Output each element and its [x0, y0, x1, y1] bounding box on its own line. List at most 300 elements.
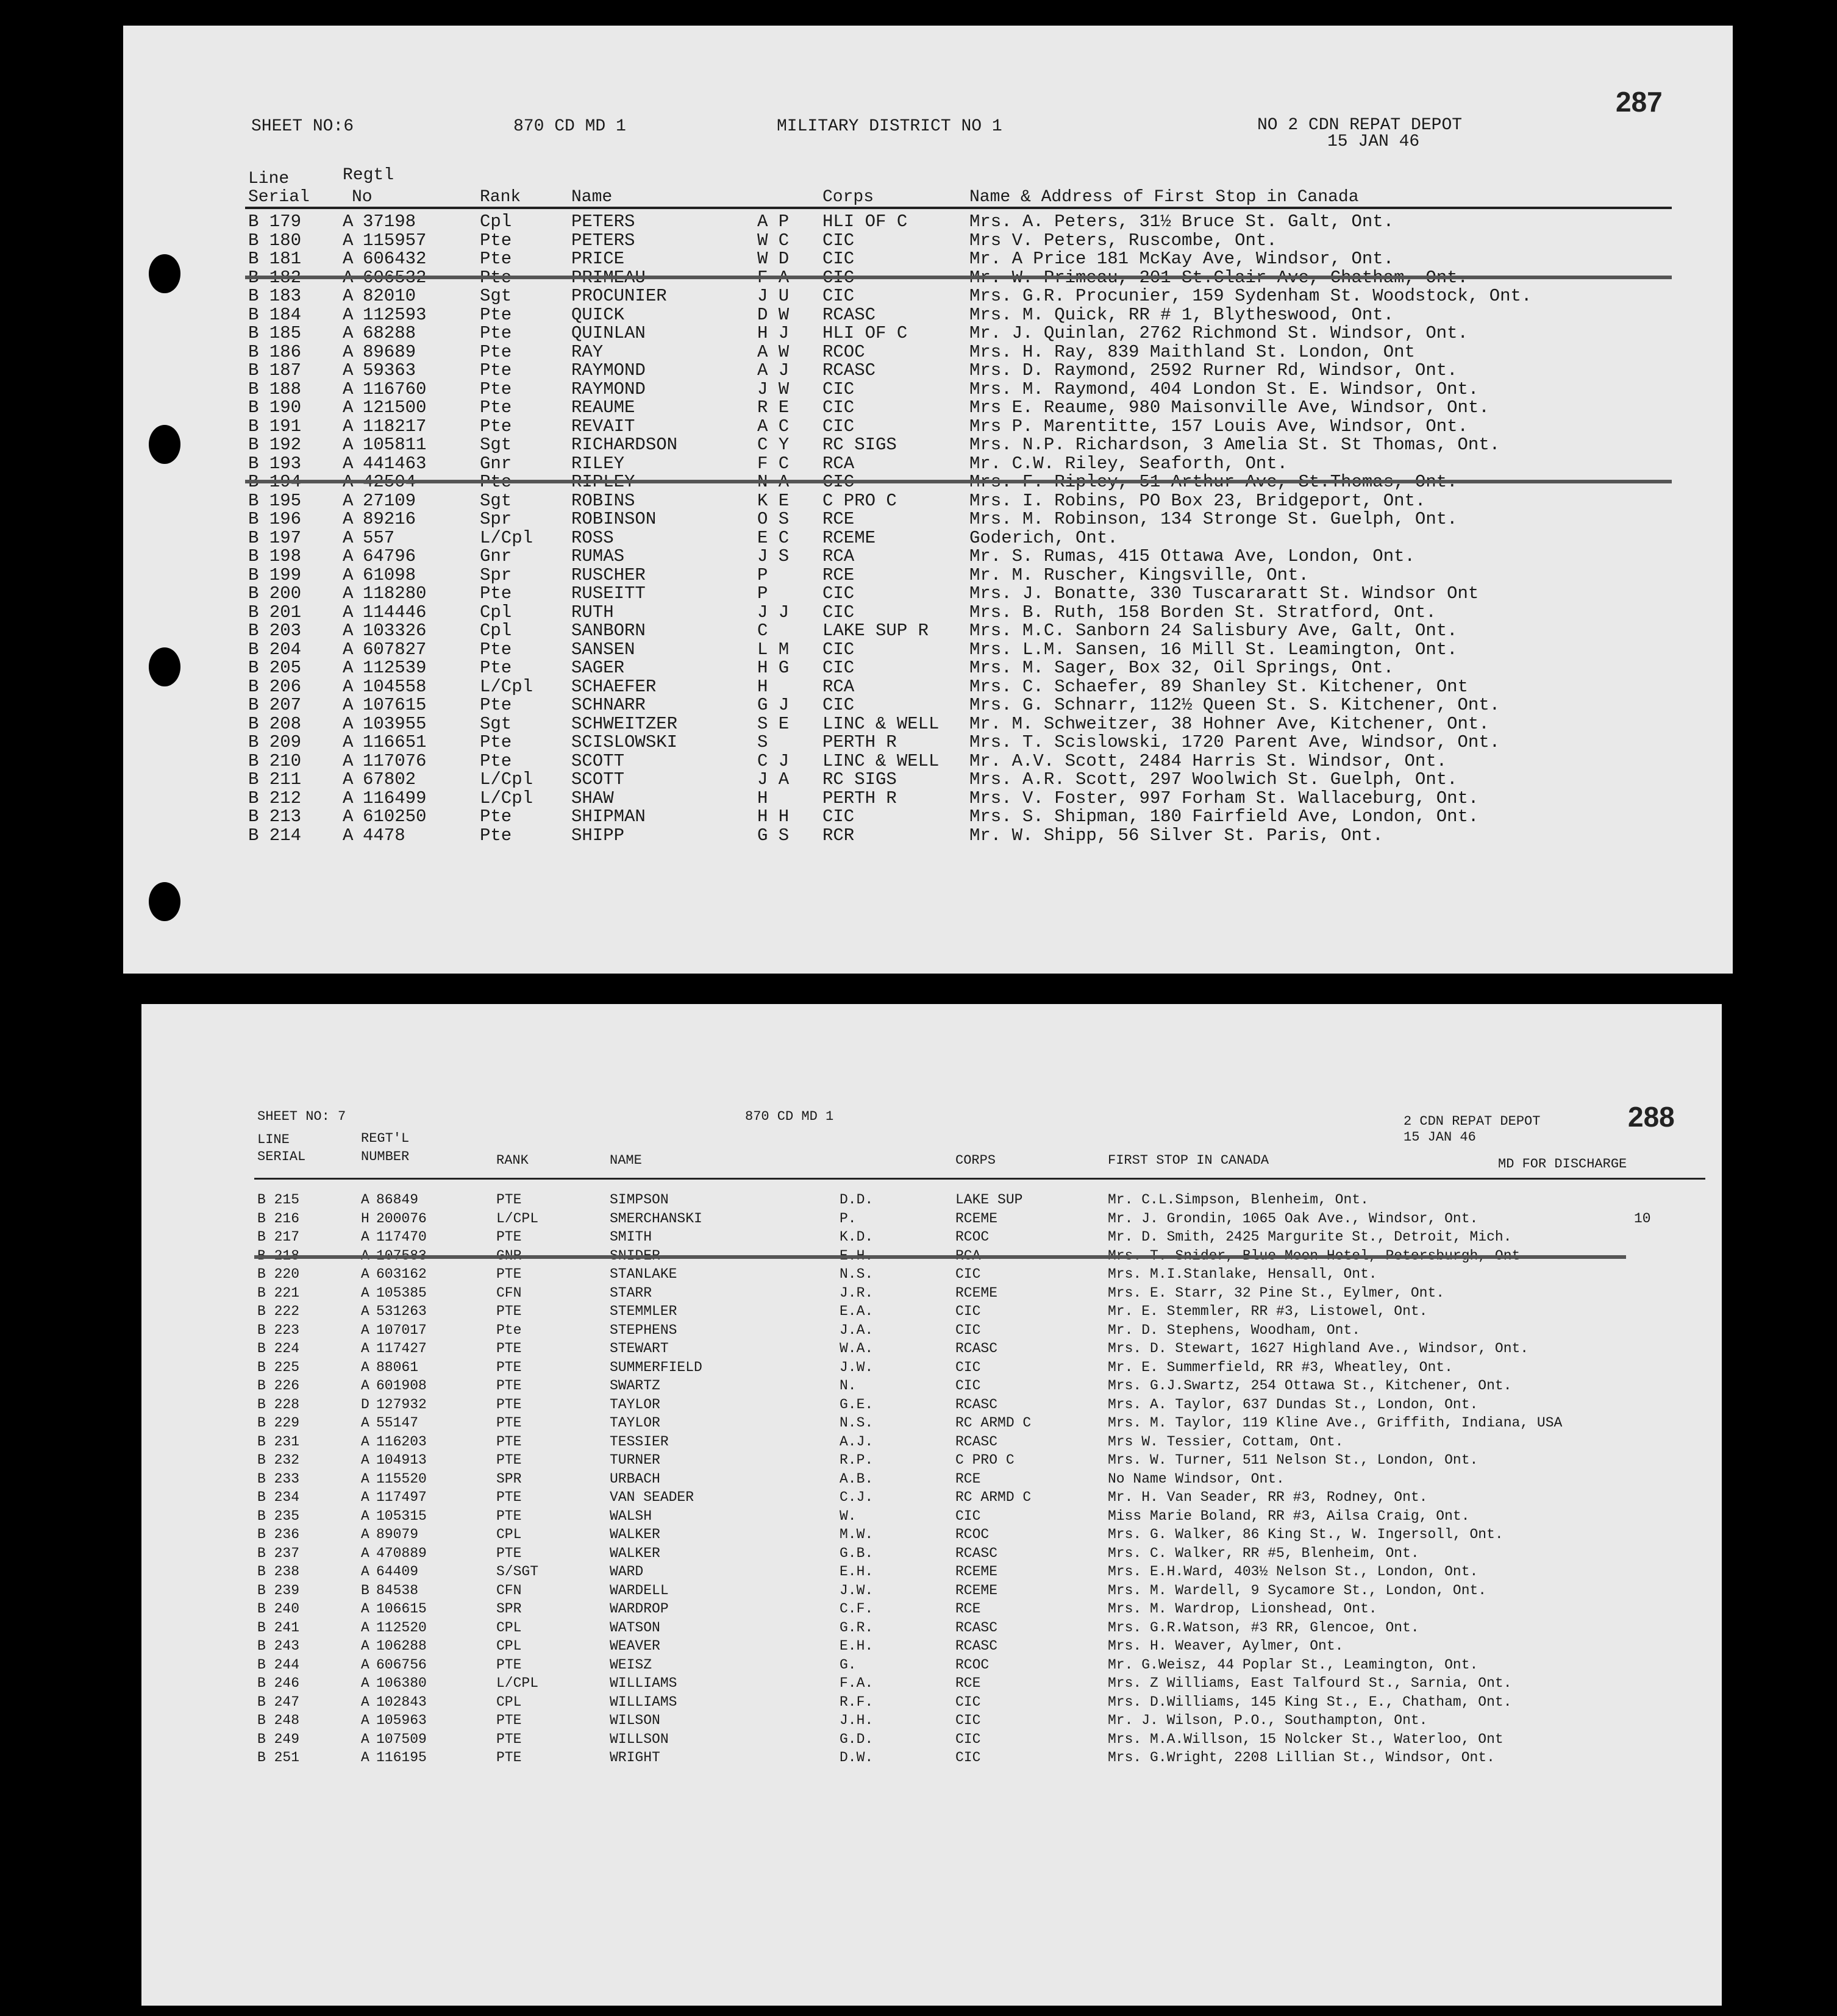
- regtl-prefix-cell: A: [343, 788, 354, 808]
- address-cell: Mrs. V. Foster, 997 Forham St. Wallaceburg, Ont.: [969, 788, 1479, 808]
- rank-cell: L/Cpl: [480, 788, 533, 808]
- rank-cell: Sgt: [480, 286, 512, 306]
- surname-cell: WATSON: [610, 1619, 660, 1636]
- corps-cell: CIC: [955, 1694, 981, 1710]
- address-cell: Mrs W. Tessier, Cottam, Ont.: [1108, 1433, 1344, 1450]
- serial-cell: B 238: [257, 1564, 300, 1580]
- address-cell: Mr. A.V. Scott, 2484 Harris St. Windsor, Ont.: [969, 750, 1447, 771]
- regtl-prefix-cell: A: [361, 1712, 369, 1728]
- corps-cell: CIC: [822, 658, 855, 678]
- regtl-prefix-cell: A: [361, 1452, 369, 1468]
- table-row: [141, 1564, 1722, 1583]
- regtl-number-cell: 117497: [376, 1489, 427, 1505]
- address-cell: Mr. C.W. Riley, Seaforth, Ont.: [969, 453, 1288, 474]
- initials-cell: F C: [757, 453, 790, 474]
- corps-cell: CIC: [822, 249, 855, 269]
- punch-hole: [149, 882, 180, 921]
- initials-cell: C.J.: [840, 1489, 874, 1505]
- regtl-number-cell: 118280: [363, 583, 427, 604]
- col-serial: Serial: [248, 188, 310, 207]
- regtl-prefix-cell: A: [343, 527, 354, 548]
- table-row: [123, 807, 1733, 825]
- initials-cell: J U: [757, 286, 790, 306]
- regtl-prefix-cell: A: [343, 546, 354, 566]
- serial-cell: B 196: [248, 509, 302, 529]
- regtl-number-cell: 89689: [363, 341, 416, 362]
- regtl-number-cell: 606432: [363, 249, 427, 269]
- rank-cell: Pte: [480, 639, 512, 660]
- address-cell: Mrs. H. Ray, 839 Maithland St. London, Ont: [969, 341, 1415, 362]
- regtl-prefix-cell: A: [361, 1675, 369, 1691]
- rank-cell: SPR: [496, 1601, 522, 1617]
- table-row: [123, 435, 1733, 454]
- corps-cell: RCA: [822, 546, 855, 566]
- col-rank: Rank: [480, 188, 521, 207]
- rank-cell: CPL: [496, 1638, 522, 1654]
- address-cell: Mr. E. Stemmler, RR #3, Listowel, Ont.: [1108, 1303, 1428, 1319]
- corps-cell: RCASC: [955, 1433, 998, 1450]
- surname-cell: TURNER: [610, 1452, 660, 1468]
- regtl-number-cell: 61098: [363, 565, 416, 585]
- serial-cell: B 183: [248, 286, 302, 306]
- table-row: [141, 1359, 1722, 1378]
- regtl-prefix-cell: A: [343, 286, 354, 306]
- rank-cell: PTE: [496, 1396, 522, 1412]
- surname-cell: STEWART: [610, 1341, 669, 1356]
- regtl-number-cell: 606756: [376, 1656, 427, 1673]
- surname-cell: WARD: [610, 1564, 644, 1580]
- address-cell: Mrs. C. Schaefer, 89 Shanley St. Kitchener, Ont: [969, 676, 1468, 697]
- regtl-prefix-cell: A: [361, 1303, 369, 1319]
- address-cell: Mrs. G. Walker, 86 King St., W. Ingersoll, Ont.: [1108, 1526, 1503, 1542]
- serial-cell: B 203: [248, 621, 302, 641]
- corps-cell: RCEME: [955, 1284, 998, 1301]
- serial-cell: B 209: [248, 732, 302, 752]
- serial-cell: B 179: [248, 212, 302, 232]
- serial-cell: B 198: [248, 546, 302, 566]
- initials-cell: P: [757, 565, 768, 585]
- table-row: [123, 509, 1733, 528]
- rank-cell: Pte: [480, 397, 512, 418]
- regtl-number-cell: 107509: [376, 1731, 427, 1747]
- rank-cell: CPL: [496, 1694, 522, 1710]
- rank-cell: Sgt: [480, 490, 512, 511]
- rank-cell: Spr: [480, 565, 512, 585]
- corps-cell: RC ARMD C: [955, 1489, 1032, 1505]
- initials-cell: J.R.: [840, 1284, 874, 1301]
- regtl-number-cell: 64409: [376, 1564, 419, 1580]
- initials-cell: R E: [757, 397, 790, 418]
- regtl-number-cell: 531263: [376, 1303, 427, 1319]
- serial-cell: B 208: [248, 713, 302, 734]
- initials-cell: C.F.: [840, 1601, 874, 1617]
- corps-cell: RCASC: [955, 1396, 998, 1412]
- rank-cell: L/CPL: [496, 1675, 539, 1691]
- regtl-prefix-cell: A: [361, 1619, 369, 1636]
- serial-cell: B 215: [257, 1192, 300, 1208]
- regtl-number-cell: 106380: [376, 1675, 427, 1691]
- address-cell: Mrs. W. Turner, 511 Nelson St., London, Ont.: [1108, 1452, 1479, 1468]
- surname-cell: WALKER: [610, 1545, 660, 1561]
- serial-cell: B 243: [257, 1638, 300, 1654]
- address-cell: Mrs. Z Williams, East Talfourd St., Sarnia, Ont.: [1108, 1675, 1512, 1691]
- rank-cell: CFN: [496, 1582, 522, 1598]
- address-cell: Mrs. C. Walker, RR #5, Blenheim, Ont.: [1108, 1545, 1419, 1561]
- corps-cell: CIC: [955, 1359, 981, 1375]
- col-serial-top: Line: [248, 169, 290, 188]
- sheet-date: 15 JAN 46: [1327, 132, 1420, 151]
- serial-cell: B 216: [257, 1210, 300, 1227]
- regtl-number-cell: 86849: [376, 1192, 419, 1208]
- serial-cell: B 188: [248, 379, 302, 399]
- corps-cell: CIC: [822, 583, 855, 604]
- rank-cell: CFN: [496, 1284, 522, 1301]
- regtl-number-cell: 607827: [363, 639, 427, 660]
- corps-cell: LAKE SUP: [955, 1192, 1023, 1208]
- corps-cell: RCEME: [955, 1210, 998, 1227]
- table-row: [141, 1471, 1722, 1490]
- col-serial-top: LINE: [257, 1132, 290, 1147]
- unit-code: 870 CD MD 1: [513, 117, 626, 136]
- table-row: [123, 286, 1733, 305]
- address-cell: Mrs V. Peters, Ruscombe, Ont.: [969, 230, 1277, 251]
- table-row: [141, 1657, 1722, 1676]
- regtl-prefix-cell: A: [343, 249, 354, 269]
- table-row: [141, 1750, 1722, 1768]
- initials-cell: W.A.: [840, 1341, 874, 1356]
- address-cell: Mr. G.Weisz, 44 Poplar St., Leamington, Ont.: [1108, 1656, 1479, 1673]
- regtl-prefix-cell: A: [343, 732, 354, 752]
- rank-cell: Pte: [480, 341, 512, 362]
- address-cell: No Name Windsor, Ont.: [1108, 1470, 1285, 1487]
- rank-cell: PTE: [496, 1359, 522, 1375]
- regtl-prefix-cell: A: [361, 1359, 369, 1375]
- page-number: 287: [1616, 86, 1663, 118]
- serial-cell: B 205: [248, 658, 302, 678]
- serial-cell: B 207: [248, 695, 302, 715]
- surname-cell: RAYMOND: [571, 379, 646, 399]
- corps-cell: RCASC: [822, 360, 876, 380]
- table-row: [123, 360, 1733, 379]
- initials-cell: W D: [757, 249, 790, 269]
- initials-cell: A P: [757, 212, 790, 232]
- rank-cell: Sgt: [480, 435, 512, 455]
- table-row: [123, 397, 1733, 416]
- initials-cell: H: [757, 676, 768, 697]
- serial-cell: B 217: [257, 1229, 300, 1245]
- surname-cell: SMERCHANSKI: [610, 1210, 702, 1227]
- surname-cell: ROBINS: [571, 490, 635, 511]
- corps-cell: RC SIGS: [822, 769, 897, 789]
- col-regtl: NUMBER: [361, 1149, 410, 1164]
- regtl-number-cell: 116203: [376, 1433, 427, 1450]
- serial-cell: B 235: [257, 1508, 300, 1524]
- corps-cell: RCOC: [955, 1526, 990, 1542]
- address-cell: Mrs. A. Peters, 31½ Bruce St. Galt, Ont.: [969, 212, 1394, 232]
- regtl-number-cell: 117470: [376, 1229, 427, 1245]
- corps-cell: CIC: [822, 416, 855, 436]
- regtl-number-cell: 107615: [363, 695, 427, 715]
- regtl-number-cell: 105811: [363, 435, 427, 455]
- surname-cell: RICHARDSON: [571, 435, 678, 455]
- serial-cell: B 233: [257, 1470, 300, 1487]
- regtl-prefix-cell: A: [343, 676, 354, 697]
- regtl-number-cell: 106288: [376, 1638, 427, 1654]
- surname-cell: SCOTT: [571, 750, 625, 771]
- regtl-number-cell: 112520: [376, 1619, 427, 1636]
- address-cell: Mrs. A.R. Scott, 297 Woolwich St. Guelph, Ont.: [969, 769, 1458, 789]
- surname-cell: QUICK: [571, 304, 625, 325]
- table-row: [141, 1434, 1722, 1453]
- surname-cell: WEISZ: [610, 1656, 652, 1673]
- corps-cell: CIC: [822, 286, 855, 306]
- initials-cell: R.P.: [840, 1452, 874, 1468]
- corps-cell: CIC: [822, 602, 855, 622]
- regtl-prefix-cell: A: [361, 1601, 369, 1617]
- regtl-prefix-cell: A: [343, 416, 354, 436]
- regtl-number-cell: 103326: [363, 621, 427, 641]
- regtl-number-cell: 200076: [376, 1210, 427, 1227]
- table-row: [123, 714, 1733, 733]
- rank-cell: Pte: [480, 825, 512, 846]
- address-cell: Mrs. N.P. Richardson, 3 Amelia St. St Thomas, Ont.: [969, 435, 1500, 455]
- corps-cell: RCOC: [955, 1229, 990, 1245]
- rank-cell: PTE: [496, 1750, 522, 1765]
- corps-cell: CIC: [822, 379, 855, 399]
- regtl-number-cell: 557: [363, 527, 395, 548]
- initials-cell: P: [757, 583, 768, 604]
- regtl-prefix-cell: A: [343, 490, 354, 511]
- nominal-roll-sheet-6: [123, 26, 1733, 974]
- initials-cell: J.W.: [840, 1582, 874, 1598]
- corps-cell: CIC: [822, 695, 855, 715]
- corps-cell: LAKE SUP R: [822, 621, 929, 641]
- regtl-number-cell: 89216: [363, 509, 416, 529]
- serial-cell: B 197: [248, 527, 302, 548]
- regtl-prefix-cell: A: [343, 658, 354, 678]
- table-row: [123, 732, 1733, 751]
- address-cell: Mrs. D. Raymond, 2592 Rurner Rd, Windsor, Ont.: [969, 360, 1458, 380]
- corps-cell: RCEME: [822, 527, 876, 548]
- initials-cell: N.: [840, 1378, 857, 1394]
- surname-cell: SHIPP: [571, 825, 625, 846]
- serial-cell: B 214: [248, 825, 302, 846]
- rank-cell: SPR: [496, 1470, 522, 1487]
- initials-cell: J J: [757, 602, 790, 622]
- depot-name: 2 CDN REPAT DEPOT: [1404, 1114, 1541, 1129]
- regtl-prefix-cell: A: [343, 621, 354, 641]
- serial-cell: B 247: [257, 1694, 300, 1710]
- col-name: Name: [571, 188, 613, 207]
- serial-cell: B 249: [257, 1731, 300, 1747]
- table-row: [123, 565, 1733, 584]
- surname-cell: RAYMOND: [571, 360, 646, 380]
- col-regtl: No: [352, 188, 373, 207]
- table-row: [123, 212, 1733, 230]
- surname-cell: PETERS: [571, 230, 635, 251]
- surname-cell: RUMAS: [571, 546, 625, 566]
- serial-cell: B 228: [257, 1396, 300, 1412]
- surname-cell: WILLSON: [610, 1731, 669, 1747]
- initials-cell: F.A.: [840, 1675, 874, 1691]
- address-cell: Mrs. I. Robins, PO Box 23, Bridgeport, Ont.: [969, 490, 1426, 511]
- regtl-prefix-cell: A: [343, 304, 354, 325]
- corps-cell: RCEME: [955, 1582, 998, 1598]
- surname-cell: WILLIAMS: [610, 1694, 677, 1710]
- table-row: [141, 1248, 1722, 1267]
- serial-cell: B 237: [257, 1545, 300, 1561]
- surname-cell: RILEY: [571, 453, 625, 474]
- initials-cell: G.E.: [840, 1396, 874, 1412]
- rank-cell: CPL: [496, 1526, 522, 1542]
- initials-cell: L M: [757, 639, 790, 660]
- address-cell: Mr. E. Summerfield, RR #3, Wheatley, Ont.: [1108, 1359, 1453, 1375]
- sheet-number: SHEET NO: 7: [257, 1109, 346, 1124]
- rank-cell: PTE: [496, 1192, 522, 1208]
- rank-cell: Pte: [480, 732, 512, 752]
- table-row: [141, 1266, 1722, 1285]
- table-row: [141, 1601, 1722, 1620]
- table-row: [123, 602, 1733, 621]
- regtl-prefix-cell: A: [361, 1266, 369, 1282]
- surname-cell: REVAIT: [571, 416, 635, 436]
- initials-cell: E.H.: [840, 1564, 874, 1580]
- regtl-number-cell: 107017: [376, 1322, 427, 1338]
- table-row: [123, 769, 1733, 788]
- nominal-roll-sheet-7: [141, 1004, 1722, 2006]
- rank-cell: Pte: [496, 1322, 522, 1338]
- regtl-number-cell: 106615: [376, 1601, 427, 1617]
- regtl-number-cell: 117427: [376, 1341, 427, 1356]
- corps-cell: RCASC: [955, 1341, 998, 1356]
- rank-cell: Pte: [480, 416, 512, 436]
- table-row: [141, 1452, 1722, 1471]
- surname-cell: SCOTT: [571, 769, 625, 789]
- regtl-prefix-cell: A: [343, 379, 354, 399]
- corps-cell: CIC: [822, 230, 855, 251]
- regtl-number-cell: 127932: [376, 1396, 427, 1412]
- address-cell: Mr. J. Wilson, P.O., Southampton, Ont.: [1108, 1712, 1428, 1728]
- regtl-number-cell: 105385: [376, 1284, 427, 1301]
- table-row: [141, 1583, 1722, 1601]
- col-name: NAME: [610, 1153, 642, 1168]
- initials-cell: J.W.: [840, 1359, 874, 1375]
- initials-cell: W.: [840, 1508, 857, 1524]
- regtl-number-cell: 27109: [363, 490, 416, 511]
- table-row: [141, 1378, 1722, 1397]
- initials-cell: G.: [840, 1656, 857, 1673]
- surname-cell: SCHNARR: [571, 695, 646, 715]
- surname-cell: WILSON: [610, 1712, 660, 1728]
- address-cell: Mrs. M. Quick, RR # 1, Blytheswood, Ont.: [969, 304, 1394, 325]
- table-row: [123, 788, 1733, 807]
- rank-cell: Pte: [480, 360, 512, 380]
- address-cell: Mrs. A. Taylor, 637 Dundas St., London, Ont.: [1108, 1396, 1479, 1412]
- surname-cell: TAYLOR: [610, 1396, 660, 1412]
- table-row: [123, 454, 1733, 472]
- corps-cell: RCR: [822, 825, 855, 846]
- table-row: [141, 1545, 1722, 1564]
- table-row: [123, 621, 1733, 639]
- initials-cell: H G: [757, 658, 790, 678]
- corps-cell: C PRO C: [822, 490, 897, 511]
- corps-cell: RCE: [955, 1601, 981, 1617]
- rank-cell: Cpl: [480, 212, 512, 232]
- regtl-number-cell: 115957: [363, 230, 427, 251]
- rank-cell: PTE: [496, 1433, 522, 1450]
- col-corps: Corps: [822, 188, 874, 207]
- initials-cell: G S: [757, 825, 790, 846]
- regtl-prefix-cell: A: [343, 453, 354, 474]
- serial-cell: B 184: [248, 304, 302, 325]
- serial-cell: B 224: [257, 1341, 300, 1356]
- address-cell: Mr. J. Quinlan, 2762 Richmond St. Windsor, Ont.: [969, 323, 1468, 343]
- table-row: [141, 1620, 1722, 1639]
- surname-cell: SANBORN: [571, 621, 646, 641]
- corps-cell: CIC: [955, 1322, 981, 1338]
- table-row: [141, 1229, 1722, 1248]
- regtl-number-cell: 116651: [363, 732, 427, 752]
- serial-cell: B 200: [248, 583, 302, 604]
- regtl-prefix-cell: D: [361, 1396, 369, 1412]
- initials-cell: W C: [757, 230, 790, 251]
- table-row: [141, 1341, 1722, 1359]
- table-row: [123, 677, 1733, 696]
- initials-cell: A.J.: [840, 1433, 874, 1450]
- regtl-number-cell: 103955: [363, 713, 427, 734]
- table-row: [141, 1508, 1722, 1527]
- rank-cell: PTE: [496, 1266, 522, 1282]
- surname-cell: WRIGHT: [610, 1750, 660, 1765]
- regtl-number-cell: 4478: [363, 825, 405, 846]
- table-row: [123, 472, 1733, 491]
- serial-cell: B 221: [257, 1284, 300, 1301]
- regtl-number-cell: 59363: [363, 360, 416, 380]
- regtl-prefix-cell: A: [343, 825, 354, 846]
- regtl-prefix-cell: A: [361, 1526, 369, 1542]
- table-row: [123, 491, 1733, 510]
- corps-cell: RCA: [822, 453, 855, 474]
- corps-cell: RCOC: [955, 1656, 990, 1673]
- regtl-prefix-cell: A: [361, 1694, 369, 1710]
- regtl-prefix-cell: A: [361, 1192, 369, 1208]
- corps-cell: RCE: [955, 1470, 981, 1487]
- address-cell: Mrs. M.C. Sanborn 24 Salisbury Ave, Galt, Ont.: [969, 621, 1458, 641]
- address-cell: Mrs. J. Bonatte, 330 Tuscararatt St. Windsor Ont: [969, 583, 1479, 604]
- district-title: MILITARY DISTRICT NO 1: [777, 117, 1002, 136]
- initials-cell: G.B.: [840, 1545, 874, 1561]
- rank-cell: CPL: [496, 1619, 522, 1636]
- regtl-prefix-cell: A: [343, 713, 354, 734]
- regtl-prefix-cell: A: [343, 230, 354, 251]
- table-row: [123, 639, 1733, 658]
- corps-cell: CIC: [822, 807, 855, 827]
- serial-cell: B 212: [248, 788, 302, 808]
- rank-cell: L/CPL: [496, 1210, 539, 1227]
- surname-cell: SANSEN: [571, 639, 635, 660]
- table-row: [123, 658, 1733, 677]
- rank-cell: Pte: [480, 583, 512, 604]
- rank-cell: PTE: [496, 1712, 522, 1728]
- serial-cell: B 210: [248, 750, 302, 771]
- serial-cell: B 225: [257, 1359, 300, 1375]
- regtl-number-cell: 121500: [363, 397, 427, 418]
- serial-cell: B 231: [257, 1433, 300, 1450]
- surname-cell: SHIPMAN: [571, 807, 646, 827]
- sheet-number: SHEET NO:6: [251, 117, 354, 136]
- surname-cell: PRICE: [571, 249, 625, 269]
- address-cell: Mrs P. Marentitte, 157 Louis Ave, Windsor, Ont.: [969, 416, 1468, 436]
